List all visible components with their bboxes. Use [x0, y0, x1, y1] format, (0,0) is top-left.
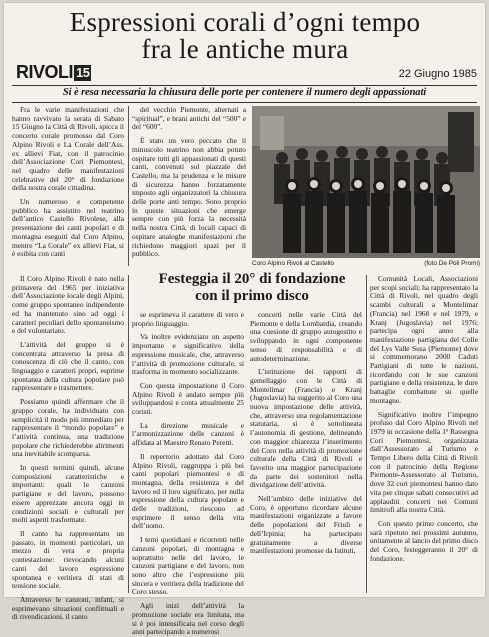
choir-photo-image	[252, 106, 480, 258]
upper-column-1	[12, 106, 124, 266]
lower-column-4	[370, 275, 478, 595]
paragraph: L’istituzione dei rapporti di gemellaggio con le Città di Montelimar (Francia) e Kranj (Jugoslavia) ha suggerito al Coro una nuova impostazione delle attività, che, attraverso una regolamentazione statutaria, si è sottolineata l’autonomia di gestione, delineando con maggior chiarezza l’inserimento del Coro nella attività di promozione culturale della Città di Rivoli e favorito una maggior partecipazione da parte dei sostenitori nella divulgazione dell’attività.	[250, 367, 362, 490]
paragraph: Significativo inoltre l’impegno profuso dal Coro Alpino Rivoli nel 1979 in occasione della 1ª Rassegna Cori Piemontesi, organizzata dall’Assessorato al Turismo e Tempo Libero della Città di Rivoli con il patrocinio della Regione Piemonte-Assessorato al Turismo, dove 32 cori piemontesi hanno dato vita per cinque sabati consecutivi ad applauditi concerti nei Comuni limitrofi alla nostra Città.	[370, 409, 478, 515]
paragraph: La direzione musicale e l’armonizzazione delle canzoni è affidata al Maestro Renato Peretti.	[132, 420, 244, 448]
paragraph: Il repertorio adottato dal Coro Alpino Rivoli, raggruppa i più bei canti popolari piemontesi e di montagna, della resistenza e del lavoro ed il loro significato, per nulla espressione della cultura popolare e delle tradizioni, riescono ad esprimere il senso della vita dell’uomo.	[132, 451, 244, 531]
caption-text: Coro Alpino Rivoli al Castello	[252, 260, 335, 267]
headline	[10, 9, 480, 63]
paragraph: se esprimeva il carattere di vero e proprio linguaggio.	[132, 310, 244, 328]
divider	[12, 85, 477, 86]
choir-photo	[252, 106, 480, 258]
column-divider	[366, 275, 367, 593]
paragraph: Con questo primo concerto, che sarà ripetuto nei prossimi autunno, unitamente al lancio del primo disco del Coro, festeggeranno il 20° di fondazione.	[370, 518, 478, 563]
section-headline-line-2: con il primo disco	[195, 288, 309, 304]
logo-text: RIVOLI	[16, 62, 74, 82]
paragraph: L’attività del gruppo si è concentrata attraverso la presa di conoscenza di ciò che il canto, con linguaggio e caratteri propri, esprime spontanea della cultura popolare può rappresentare e trasmettere.	[12, 339, 124, 393]
column-divider	[128, 275, 129, 593]
paragraph: Comunità Locali, Associazioni per scopi sociali; ha rappresentato la Città di Rivoli, nel quadro degli scambi culturali a Montelimar (Francia) nel 1968 e nel 1979, e Kranj (Jugoslavia) nel 1976; partecipa ogni anno alla manifestazione partigiana del Colle del Lys Valle Susa (Piemonte) dove si commemorano 2000 Caduti Partigiani di tutte le nazioni, ricordando con le sue canzoni partigiane e della resistenza, le dure battaglie combattute su quelle montagne.	[370, 274, 478, 405]
paragraph: Il canto ha rappresentato un passato, in momenti particolari, un mezzo di vera e propria contestazione: rievocando alcuni canti del lavoro espressione spontanea e veritiera di stati di tensione sociale.	[12, 528, 124, 591]
paragraph: Con questa impostazione il Coro Alpino Rivoli è andato sempre più sviluppandosi e conta attualmente 25 coristi.	[132, 380, 244, 417]
logo-number: 15	[76, 65, 90, 80]
paragraph: È stato un vero peccato che il minuscolo teatrino non abbia potuto ospitare tutti gli appassionati di questi canti, convenuti sul piazzale del Castello, ma la prudenza e le misure di sicurezza hanno forzatamente imposto agli organizzatori la chiusura delle porte anti tempo. Sono proprio in queste situazioni che emerge sempre con più forza la necessità nella nostra Città, di locali capaci di ospitare analoghe manifestazioni che richiedono maggiori spazi per il pubblico.	[132, 136, 246, 259]
section-headline	[132, 271, 372, 305]
lower-column-2	[132, 310, 244, 637]
lower-column-3	[250, 311, 362, 595]
paragraph: Nell’ambito delle iniziative del Coro, è opportuno ricordare alcune manifestazioni organizzate a favore delle popolazioni del Friuli e dell’Irpinia; ha partecipato gratuitamente a diverse manifestazioni promosse da Istituti,	[250, 494, 362, 556]
column-divider	[128, 106, 129, 266]
photo-credit: (foto De Poli Promi)	[424, 260, 480, 267]
paragraph: del vecchio Piemonte, alternati a “spiritual”, e brani antichi del “500” e del “600”.	[132, 105, 246, 132]
paragraph: Agli inizi dell’attività la promozione sociale era limitata, ma si è poi intensificata nel corso degli anni partecipando a numerosi	[132, 601, 244, 637]
paragraph: concerti nelle varie Città del Piemonte e della Lombardia, creando una coesione di gruppo autogestito e sviluppando in ogni componente senso di responsabilità e di autodeterminazione.	[250, 310, 362, 363]
paragraph: Fra le varie manifestazioni che hanno ravvivato la serata di Sabato 15 Giugno la Città di Rivoli, spicca il concerto corale promosso dal Coro Alpino Rivoli e La Corale dell’Ass. ex allievi Fiat, con il patrocinio dell’Associazione Cori Piemontesi, nel quadro delle manifestazioni celebrative del 20° di fondazione della nostra corale cittadina.	[12, 105, 124, 193]
paragraph: Un numeroso e competente pubblico ha assistito nel teatrino dell’antico Castello Rivolese, alla presentazione dei canti popolari e di montagna eseguiti dal Coro Alpino, mentre “La Corale” ex allievi Fiat, si è esibita con canti	[12, 197, 124, 259]
paragraph: Possiamo quindi affermare che il gruppo corale, ha individuato con semplicità il modo più immediato per rappresentare il “mondo popolare” e l’attività continua, una tradizione popolare che richiederebbe altrimenti una inevitabile scomparsa.	[12, 397, 124, 459]
lower-column-1	[12, 274, 124, 622]
headline-line-1: Espressioni corali d’ogni tempo	[69, 7, 421, 37]
newspaper-logo	[16, 63, 91, 83]
subheadline: Si è resa necessaria la chiusura delle porte per contenere il numero degli appassionati	[62, 87, 427, 98]
upper-column-2	[132, 106, 246, 266]
paragraph: In questi termini quindi, alcune composizioni caratteristiche e importanti: quali le canzoni partigiane e del lavoro, possono essere apprezzate ancora oggi in condizioni sociali e culturali per molti aspetti trasformate.	[12, 463, 124, 525]
section-headline-line-1: Festeggia il 20° di fondazione	[158, 271, 346, 287]
publication-date: 22 Giugno 1985	[398, 68, 477, 80]
divider	[12, 102, 477, 103]
newspaper-clipping	[4, 3, 485, 637]
photo-caption	[252, 260, 480, 267]
paragraph: Il Coro Alpino Rivoli è nato nella primavera del 1965 per iniziativa dell’Associazione locale degli Alpini, come gruppo spontaneo indipendente ed ha mantenuto sino ad oggi i caratteri peculiari dello spontaneismo e del volontariato.	[12, 274, 124, 336]
paragraph: Attraverso le canzoni, infatti, si esprimevano situazioni conflittuali e di rivendicazioni, il canto	[12, 594, 124, 622]
paragraph: Va inoltre evidenziato un aspetto importante e significativo della espressione musicale, che, attraverso l’attività di promozione culturale, si trasforma in momento socializzante.	[132, 332, 244, 377]
paragraph: I temi quotidiani e ricorrenti nelle canzoni popolari, di montagna e soprattutto nelle del lavoro, le canzoni partigiane e del lavoro, non sono altro che l’espressione più sincera e veritiera della tradizione del Coro stesso.	[132, 535, 244, 597]
headline-line-2: fra le antiche mura	[141, 34, 349, 64]
